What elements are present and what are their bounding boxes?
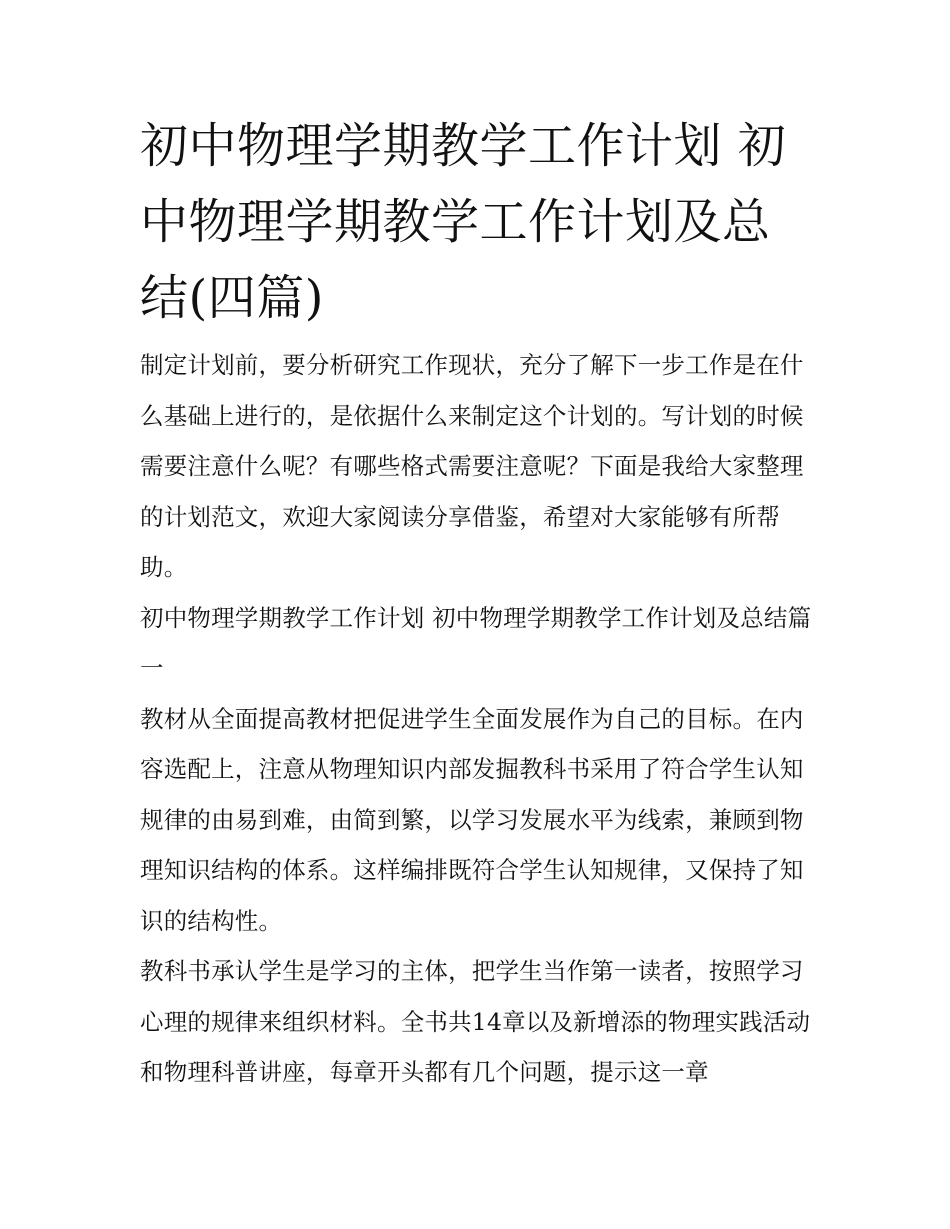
body-paragraph-1: 教材从全面提高教材把促进学生全面发展作为自己的目标。在内容选配上，注意从物理知识内部发掘教科书采用了符合学生认知规律的由易到难，由简到繁，以学习发展水平为线索，兼顾到物理知识结构的体系。这样编排既符合学生认知规律，又保持了知识的结构性。	[140, 704, 804, 935]
section-heading: 初中物理学期教学工作计划 初中物理学期教学工作计划及总结篇一	[140, 603, 812, 682]
document-title: 初中物理学期教学工作计划 初中物理学期教学工作计划及总结(四篇)	[140, 118, 787, 326]
intro-paragraph: 制定计划前，要分析研究工作现状，充分了解下一步工作是在什么基础上进行的，是依据什么来制定这个计划的。写计划的时候需要注意什么呢？有哪些格式需要注意呢？下面是我给大家整理的计划范文，欢迎大家阅读分享借鉴，希望对大家能够有所帮助。	[140, 351, 804, 581]
document-body	[140, 108, 815, 1098]
body-paragraph-2: 教科书承认学生是学习的主体，把学生当作第一读者，按照学习心理的规律来组织材料。全书共14章以及新增添的物理实践活动和物理科普讲座，每章开头都有几个问题，提示这一章	[140, 957, 811, 1086]
